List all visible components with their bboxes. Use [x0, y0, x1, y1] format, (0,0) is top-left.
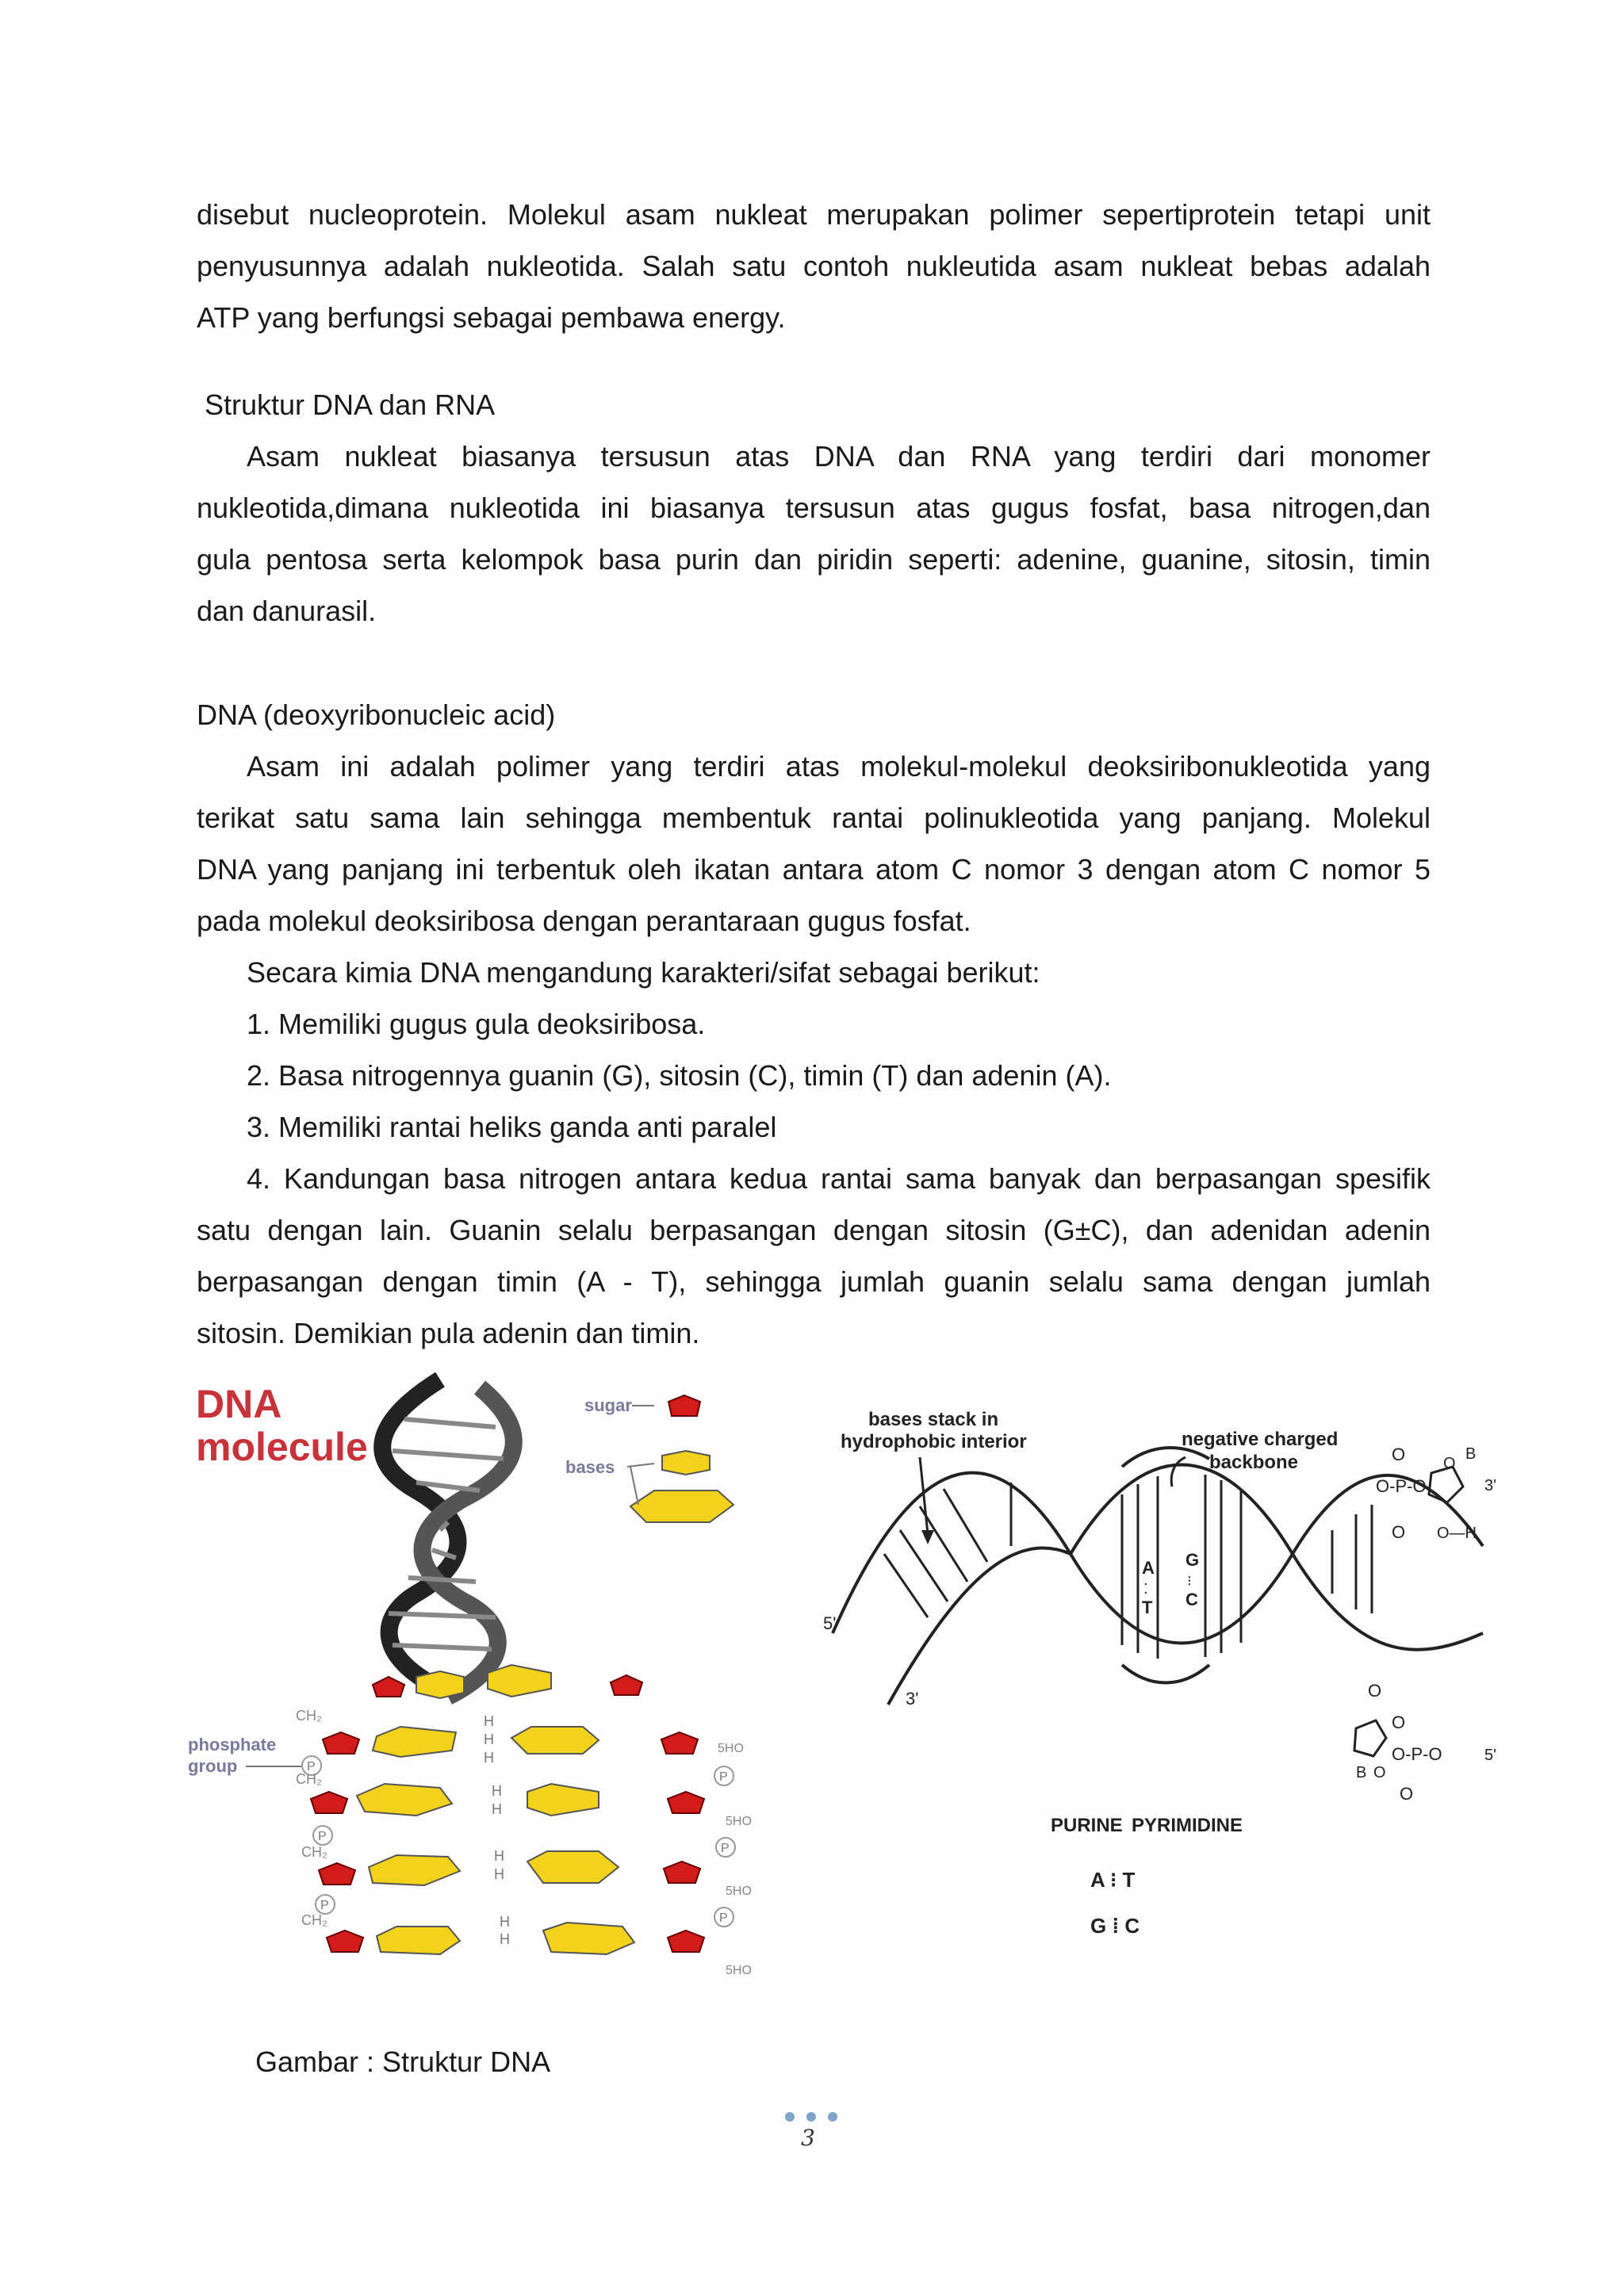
svg-text:P: P	[318, 1830, 327, 1843]
text-line: pada molekul deoksiribosa dengan perantaraan gugus fosfat.	[197, 905, 971, 937]
paragraph-dna	[197, 740, 1431, 947]
double-helix	[382, 1380, 514, 1697]
text-line: satu dengan lain. Guanin selalu berpasangan dengan sitosin (G±C), dan adenidan adenin	[197, 1214, 1431, 1246]
svg-text:H: H	[494, 1866, 504, 1882]
dna-helix-diagram	[809, 1372, 1507, 2006]
text-line: dan danurasil.	[197, 595, 377, 627]
legend-base-large-icon	[630, 1490, 733, 1522]
legend-sugar-icon	[668, 1395, 700, 1416]
svg-text:O: O	[1400, 1784, 1414, 1804]
page-number: 3	[801, 2125, 815, 2151]
paragraph-intro	[197, 189, 1431, 343]
svg-text:3': 3'	[1484, 1477, 1496, 1494]
svg-text:O: O	[1368, 1681, 1382, 1701]
svg-text:O—H: O—H	[1437, 1525, 1477, 1542]
svg-text:CH₂: CH₂	[301, 1844, 327, 1860]
helix-rungs	[884, 1475, 1372, 1659]
base-pair-rows	[188, 1665, 752, 1977]
svg-text:B: B	[1465, 1445, 1477, 1463]
label-five-prime: 5'	[823, 1613, 837, 1633]
text-line: gula pentosa serta kelompok basa purin dan piridin seperti: adenine, guanine, sitosin, timin	[197, 543, 1431, 576]
phosphate-group	[188, 1735, 321, 1776]
svg-text:C: C	[1185, 1590, 1198, 1609]
svg-text:T: T	[1142, 1598, 1153, 1617]
svg-text:P: P	[721, 1842, 730, 1855]
pair-a-t: A ⁝ T	[1090, 1868, 1136, 1892]
svg-text:⁚: ⁚	[1143, 1581, 1148, 1597]
figure-title-dna: DNA	[196, 1382, 282, 1426]
svg-text:H: H	[484, 1732, 494, 1747]
base-pair-row	[296, 1766, 752, 1828]
svg-text:O: O	[1392, 1712, 1406, 1732]
footer-dot	[828, 2112, 837, 2122]
text-line: Asam nukleat biasanya tersusun atas DNA dan RNA yang terdiri dari monomer	[247, 440, 1431, 473]
label-hydrophobic: hydrophobic interior	[841, 1431, 1027, 1452]
svg-text:H: H	[494, 1848, 504, 1864]
svg-text:P: P	[307, 1760, 316, 1774]
label-backbone: backbone	[1209, 1452, 1299, 1473]
text-line: nukleotida,dimana nukleotida ini biasanya tersusun atas gugus fosfat, basa nitrogen,dan	[197, 492, 1431, 524]
svg-text:O-P-O: O-P-O	[1376, 1476, 1427, 1496]
svg-text:O: O	[1373, 1764, 1386, 1781]
svg-text:5HO: 5HO	[726, 1964, 752, 1977]
figure-title-molecule: molecule	[196, 1425, 368, 1469]
text-line: penyusunnya adalah nukleotida. Salah satu contoh nukleutida asam nukleat bebas adalah	[197, 250, 1431, 282]
list-item: 3. Memiliki rantai heliks ganda anti paralel	[247, 1111, 777, 1143]
pair-g-c: G ⁞ C	[1090, 1914, 1140, 1938]
label-negative-charged: negative charged	[1182, 1429, 1339, 1450]
text-line: Asam ini adalah polimer yang terdiri atas molekul-molekul deoksiribonukleotida yang	[247, 750, 1431, 783]
svg-text:5HO: 5HO	[718, 1742, 744, 1755]
legend-base-small-icon	[662, 1451, 710, 1475]
heading-struktur: Struktur DNA dan RNA	[205, 388, 496, 421]
list-item: 2. Basa nitrogennya guanin (G), sitosin (C), timin (T) dan adenin (A).	[247, 1059, 1112, 1092]
svg-text:phosphate: phosphate	[188, 1735, 277, 1755]
label-three-prime: 3'	[906, 1689, 919, 1709]
legend-sugar-label: sugar	[584, 1395, 632, 1415]
svg-text:H: H	[500, 1931, 510, 1947]
base-pair-row	[296, 1708, 744, 1766]
svg-text:CH₂: CH₂	[296, 1771, 322, 1787]
svg-text:A: A	[1142, 1558, 1155, 1578]
dna-molecule-illustration	[178, 1372, 781, 2006]
svg-text:5HO: 5HO	[726, 1815, 752, 1828]
base-pair-row	[301, 1826, 752, 1898]
sugar-phosphate-bottom	[1354, 1681, 1496, 1804]
paragraph-struktur	[197, 430, 1431, 637]
figure-caption: Gambar : Struktur DNA	[255, 2045, 551, 2078]
svg-text:P: P	[719, 1770, 728, 1784]
svg-text:group: group	[188, 1756, 238, 1776]
svg-text:O: O	[1392, 1522, 1406, 1542]
svg-text:H: H	[500, 1914, 510, 1930]
svg-text:O: O	[1392, 1445, 1406, 1464]
svg-text:H: H	[484, 1713, 494, 1729]
base-pair-row	[301, 1895, 752, 1977]
label-purine: PURINE	[1051, 1815, 1123, 1836]
list-item-4	[197, 1153, 1431, 1359]
svg-text:G: G	[1185, 1550, 1200, 1570]
label-pyrimidine: PYRIMIDINE	[1132, 1815, 1243, 1836]
text-line: disebut nucleoprotein. Molekul asam nukleat merupakan polimer sepertiprotein tetapi unit	[197, 198, 1431, 231]
text-line: sitosin. Demikian pula adenin dan timin.	[197, 1317, 700, 1349]
svg-text:O: O	[1443, 1455, 1456, 1472]
svg-text:P: P	[320, 1899, 329, 1912]
svg-text:B: B	[1356, 1764, 1367, 1781]
text-line: 4. Kandungan basa nitrogen antara kedua rantai sama banyak dan berpasangan spesifik	[247, 1162, 1431, 1195]
svg-text:⁝: ⁝	[1187, 1573, 1192, 1589]
footer-dots	[785, 2112, 837, 2122]
heading-dna: DNA (deoxyribonucleic acid)	[197, 698, 556, 731]
text-line: terikat satu sama lain sehingga membentuk rantai polinukleotida yang panjang. Molekul	[197, 802, 1431, 834]
paragraph-sifat: Secara kimia DNA mengandung karakteri/sifat sebagai berikut:	[247, 956, 1040, 989]
footer-dot	[785, 2112, 795, 2122]
text-line: berpasangan dengan timin (A - T), sehingga jumlah guanin selalu sama dengan jumlah	[197, 1265, 1431, 1298]
footer-dot	[806, 2112, 816, 2122]
text-line: DNA yang panjang ini terbentuk oleh ikatan antara atom C nomor 3 dengan atom C nomor 5	[197, 853, 1431, 886]
svg-text:O-P-O: O-P-O	[1392, 1744, 1442, 1764]
svg-text:H: H	[484, 1750, 494, 1766]
svg-text:P: P	[719, 1911, 728, 1925]
svg-text:CH₂: CH₂	[301, 1912, 327, 1928]
svg-text:5': 5'	[1484, 1747, 1496, 1764]
text-line: ATP yang berfungsi sebagai pembawa energy.	[197, 301, 786, 334]
svg-text:H: H	[492, 1783, 502, 1799]
legend-bases-label: bases	[565, 1457, 615, 1477]
svg-text:CH₂: CH₂	[296, 1708, 322, 1724]
label-bases-stack: bases stack in	[868, 1409, 999, 1430]
svg-text:5HO: 5HO	[726, 1885, 752, 1898]
list-item: 1. Memiliki gugus gula deoksiribosa.	[247, 1008, 706, 1040]
svg-text:H: H	[492, 1801, 502, 1817]
